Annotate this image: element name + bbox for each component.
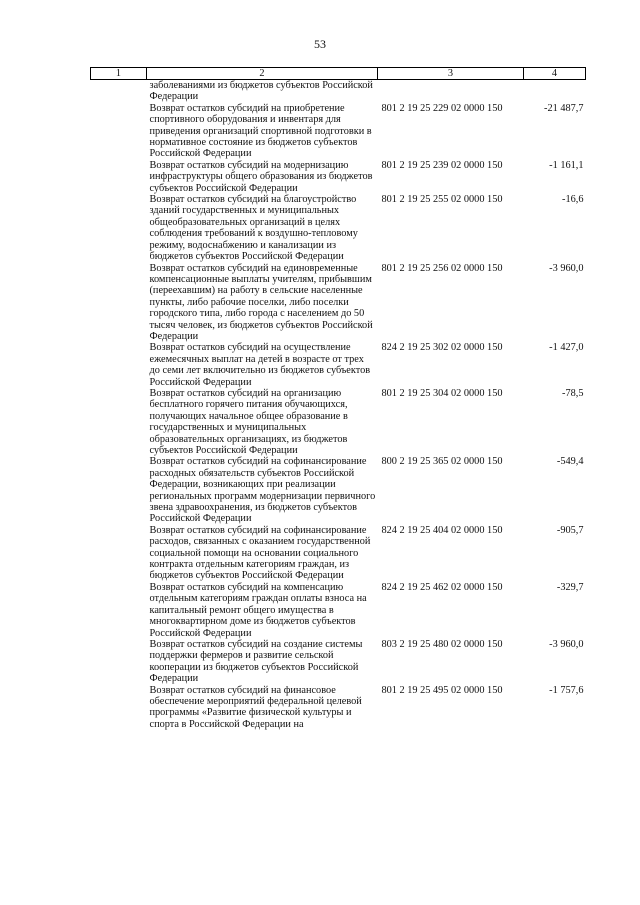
table-body: [91, 80, 586, 731]
budget-code-cell: 801 2 19 25 304 02 0000 150: [381, 387, 503, 399]
budget-code-cell: 803 2 19 25 480 02 0000 150: [381, 638, 503, 650]
amount-cell: -3 960,0: [549, 262, 584, 274]
row-number-cell: [91, 582, 147, 639]
income-name-cell: Возврат остатков субсидий на софинансирование расходов, связанных с оказанием государственной социальной помощи на основании социального контракта отдельным категориям граждан, из бюджетов субъектов Российской Федерации: [149, 524, 371, 582]
budget-code-cell: [378, 80, 524, 103]
column-header-1: 1: [91, 68, 147, 80]
table-row: [91, 80, 586, 103]
amount-cell: -1 427,0: [549, 342, 584, 354]
table-row: [91, 103, 586, 160]
column-header-2: 2: [147, 68, 378, 80]
table-row: [91, 263, 586, 343]
amount-cell: -1 161,1: [549, 159, 584, 171]
row-number-cell: [91, 685, 147, 731]
amount-cell: -78,5: [562, 387, 584, 399]
amount-cell: -16,6: [562, 194, 584, 206]
income-name-cell: заболеваниями из бюджетов субъектов Российской Федерации: [149, 80, 373, 103]
budget-table: [90, 67, 586, 730]
table-row: [91, 639, 586, 685]
budget-code-cell: 824 2 19 25 302 02 0000 150: [381, 342, 503, 354]
budget-code-cell: 800 2 19 25 365 02 0000 150: [381, 456, 503, 468]
amount-cell: -3 960,0: [549, 638, 584, 650]
amount-cell: [524, 80, 586, 103]
row-number-cell: [91, 194, 147, 262]
page-number: 53: [314, 37, 326, 51]
income-name-cell: Возврат остатков субсидий на компенсацию отдельным категориям граждан оплаты взноса на капитальный ремонт общего имущества в многоквартирном доме из бюджетов субъектов Российской Федерации: [149, 581, 367, 639]
budget-code-cell: 801 2 19 25 239 02 0000 150: [381, 159, 503, 171]
row-number-cell: [91, 263, 147, 343]
budget-code-cell: 801 2 19 25 255 02 0000 150: [381, 194, 503, 206]
income-name-cell: Возврат остатков субсидий на единовременные компенсационные выплаты учителям, прибывшим (переехавшим) на работу в сельские населенные пункты, либо рабочие поселки, либо поселки городского типа, либо города с населением до 50 тысяч человек, из бюджетов субъектов Российской Федерации: [149, 262, 373, 342]
row-number-cell: [91, 103, 147, 160]
amount-cell: -21 487,7: [544, 102, 584, 114]
column-header-3: 3: [378, 68, 524, 80]
table-row: [91, 342, 586, 388]
income-name-cell: Возврат остатков субсидий на создание системы поддержки фермеров и развитие сельской кооперации из бюджетов субъектов Российской Федерации: [149, 638, 363, 685]
income-name-cell: Возврат остатков субсидий на софинансирование расходных обязательств субъектов Российской Федерации, возникающих при реализации региональных программ модернизации первичного звена здравоохранения, из бюджетов субъектов Российской Федерации: [149, 456, 376, 525]
table-row: [91, 194, 586, 262]
table-row: [91, 582, 586, 639]
income-name-cell: Возврат остатков субсидий на осуществление ежемесячных выплат на детей в возрасте от трех до семи лет включительно из бюджетов субъектов Российской Федерации: [149, 342, 371, 388]
amount-cell: -329,7: [556, 581, 584, 593]
row-number-cell: [91, 342, 147, 388]
row-number-cell: [91, 160, 147, 194]
amount-cell: -905,7: [556, 524, 584, 536]
income-name-cell: Возврат остатков субсидий на приобретение спортивного оборудования и инвентаря для приведения организаций спортивной подготовки в нормативное состояние из бюджетов субъектов Российской Федерации: [149, 102, 372, 160]
budget-code-cell: 801 2 19 25 256 02 0000 150: [381, 262, 503, 274]
column-header-4: 4: [524, 68, 586, 80]
income-name-cell: Возврат остатков субсидий на организацию бесплатного горячего питания обучающихся, получающих начальное общее образование в государственных и муниципальных образовательных организациях, из бюджетов субъектов Российской Федерации: [149, 387, 348, 456]
amount-cell: -549,4: [556, 456, 584, 468]
budget-code-cell: 824 2 19 25 462 02 0000 150: [381, 581, 503, 593]
row-number-cell: [91, 456, 147, 524]
income-name-cell: Возврат остатков субсидий на благоустройство зданий государственных и муниципальных общеобразовательных организаций в целях соблюдения требований к воздушно-тепловому режиму, водоснабжению и канализации из бюджетов субъектов Российской Федерации: [149, 194, 358, 263]
row-number-cell: [91, 525, 147, 582]
budget-code-cell: 801 2 19 25 229 02 0000 150: [381, 102, 503, 114]
table-row: [91, 160, 586, 194]
table-header-row: [91, 68, 586, 80]
table-row: [91, 525, 586, 582]
row-number-cell: [91, 388, 147, 456]
amount-cell: -1 757,6: [549, 684, 584, 696]
income-name-cell: Возврат остатков субсидий на финансовое обеспечение мероприятий федеральной целевой программы «Развитие физической культуры и спорта в Российской Федерации на: [149, 684, 362, 730]
table-row: [91, 388, 586, 456]
row-number-cell: [91, 80, 147, 103]
row-number-cell: [91, 639, 147, 685]
table-row: [91, 456, 586, 524]
budget-code-cell: 801 2 19 25 495 02 0000 150: [381, 684, 503, 696]
table-row: [91, 685, 586, 731]
income-name-cell: Возврат остатков субсидий на модернизацию инфраструктуры общего образования из бюджетов субъектов Российской Федерации: [149, 159, 373, 194]
budget-code-cell: 824 2 19 25 404 02 0000 150: [381, 524, 503, 536]
